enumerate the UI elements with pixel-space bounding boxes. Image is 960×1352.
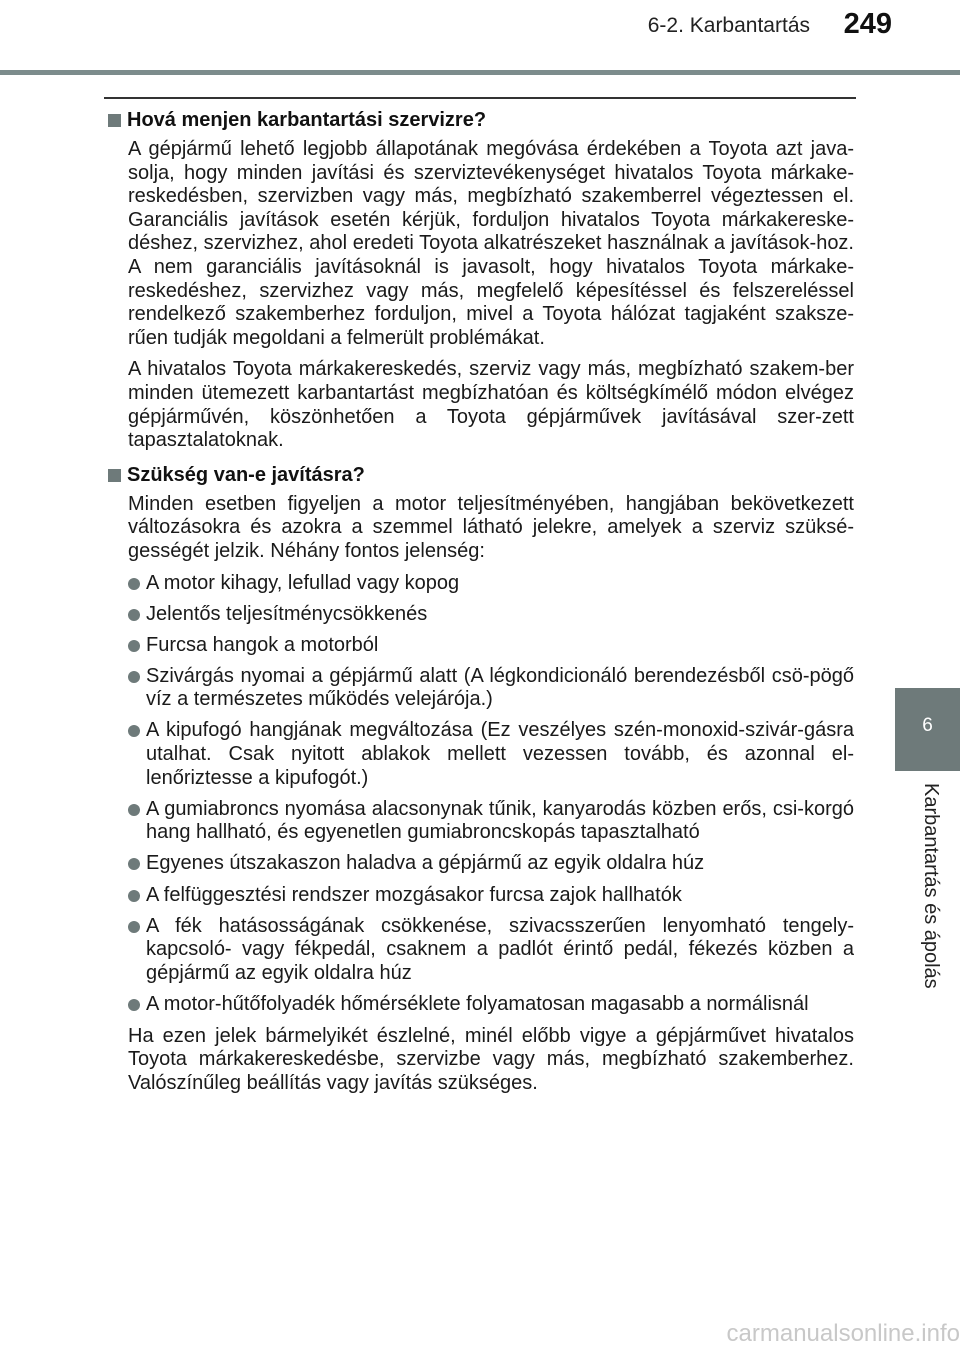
list-item: Furcsa hangok a motorból: [128, 634, 854, 658]
paragraph: A hivatalos Toyota márkakereskedés, szerviz vagy más, megbízható szakem-ber minden ütemezett karbantartást megbízhatóan és költségkímélő módon elvégez gépjárművén, köszönhetően a Toyota gépjárművek javításával szer-zett tapasztalatoknak.: [128, 358, 854, 452]
symptom-list: [128, 572, 854, 1017]
header-rule: [0, 70, 960, 75]
list-item: A fék hatásosságának csökkenése, szivacsszerűen lenyomható tengely-kapcsoló- vagy fékpedál, csaknem a padlót érintő pedál, fékezés közben a gépjármű az egyik oldalra húz: [128, 915, 854, 986]
circle-bullet-icon: [128, 640, 140, 652]
heading-text: Hová menjen karbantartási szervizre?: [127, 109, 487, 131]
page-header: [0, 0, 960, 78]
circle-bullet-icon: [128, 725, 140, 737]
list-item: A felfüggesztési rendszer mozgásakor furcsa zajok hallhatók: [128, 884, 854, 908]
list-item: A kipufogó hangjának megváltozása (Ez veszélyes szén-monoxid-szivár-gásra utalhat. Csak nyitott ablakok mellett vezessen tovább, és azonnal el-lenőriztesse a kipufogót.): [128, 719, 854, 790]
list-item: A motor kihagy, lefullad vagy kopog: [128, 572, 854, 596]
watermark: carmanualsonline.info: [726, 1320, 960, 1347]
chapter-number: 6: [922, 715, 933, 736]
list-item: Egyenes útszakaszon haladva a gépjármű az egyik oldalra húz: [128, 852, 854, 876]
section-title: 6-2. Karbantartás: [647, 14, 810, 37]
page-number: 249: [843, 8, 892, 40]
circle-bullet-icon: [128, 999, 140, 1011]
paragraph: A gépjármű lehető legjobb állapotának megóvása érdekében a Toyota azt java-solja, hogy minden javítási és szerviztevékenységet hivatalos Toyota márkake-reskedésben, szervizben vagy más, megbízható szakemberrel végeztessen el. Garanciális javítások esetén kérjük, forduljon hivatalos Toyota márkakereske-déshez, szervizhez, ahol eredeti Toyota alkatrészeket használnak a javítások-hoz. A nem garanciális javításoknál is javasolt, hogy hivatalos Toyota márkake-reskedéshez, szervizhez vagy más, megfelelő képesítéssel és felszereléssel rendelkező szakemberhez forduljon, mivel a Toyota hálózat tagjaként szaksze-rűen tudják megoldani a felmerült problémákat.: [128, 138, 854, 349]
heading-text: Szükség van-e javításra?: [127, 463, 365, 486]
list-item: Szivárgás nyomai a gépjármű alatt (A légkondicionáló berendezésből csö-pögő víz a természetes működés velejárója.): [128, 665, 854, 712]
list-item: Jelentős teljesítménycsökkenés: [128, 603, 854, 627]
content-top-rule: [104, 97, 856, 99]
circle-bullet-icon: [128, 671, 140, 683]
circle-bullet-icon: [128, 890, 140, 902]
square-bullet-icon: [108, 114, 121, 127]
section-heading-service: [108, 106, 854, 134]
section-heading-repair: [108, 461, 854, 489]
chapter-tab: [895, 688, 960, 771]
list-item: A motor-hűtőfolyadék hőmérséklete folyamatosan magasabb a normálisnál: [128, 993, 854, 1017]
chapter-title: Karbantartás és ápolás: [920, 783, 942, 989]
circle-bullet-icon: [128, 921, 140, 933]
chapter-side-label: [920, 783, 944, 993]
circle-bullet-icon: [128, 578, 140, 590]
square-bullet-icon: [108, 469, 121, 482]
list-item: A gumiabroncs nyomása alacsonynak tűnik, kanyarodás közben erős, csi-korgó hang hallható, és egyenetlen gumiabroncskopás tapasztalható: [128, 798, 854, 845]
paragraph: Ha ezen jelek bármelyikét észlelné, minél előbb vigye a gépjárművet hivatalos Toyota márkakereskedésbe, szervizbe vagy más, megbízható szakemberhez. Valószínűleg beállítás vagy javítás szükséges.: [128, 1024, 854, 1094]
circle-bullet-icon: [128, 804, 140, 816]
paragraph: Minden esetben figyeljen a motor teljesítményében, hangjában bekövetkezett változásokra és azokra a szemmel látható jelekre, amelyek a szerviz szüksé-gességét jelzik. Néhány fontos jelenség:: [128, 492, 854, 562]
circle-bullet-icon: [128, 858, 140, 870]
page-content: [108, 106, 854, 1103]
circle-bullet-icon: [128, 609, 140, 621]
